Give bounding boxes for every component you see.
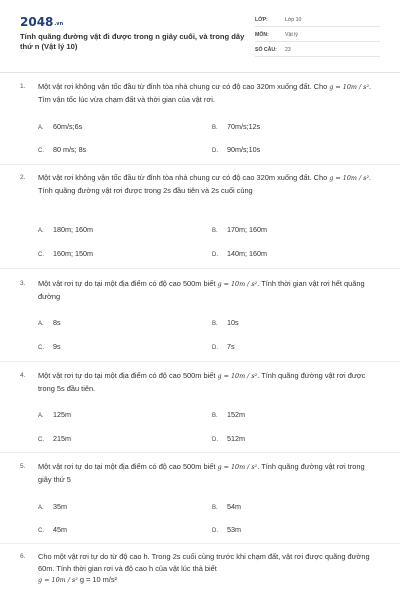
question-text-part: Một vật rơi không vận tốc đầu từ đỉnh tòa nhà chung cư có độ cao 320m xuống đất. Cho — [38, 82, 330, 91]
question-text — [38, 370, 380, 394]
question-number: 5. — [20, 463, 26, 470]
question-text-part: . Tính quãng đường vật rơi trong giây thứ 5 — [38, 462, 365, 484]
option-text: 9s — [53, 342, 61, 351]
answer-option-a[interactable] — [38, 410, 71, 419]
option-letter: C. — [38, 345, 44, 351]
question-text-part: Một vật rơi không vận tốc đầu từ đỉnh tòa nhà chung cư có độ cao 320m xuống đất. Cho — [38, 173, 330, 182]
option-letter: C. — [38, 437, 44, 443]
option-letter: C. — [38, 148, 44, 154]
option-text: 54m — [227, 502, 241, 511]
question-text-part: Cho một vật rơi tự do từ độ cao h. Trong 2s cuối cùng trước khi chạm đất, vật rơi được quãng đường 60m. Tính thời gian rơi và độ cao h của vật lúc thả biết — [38, 552, 370, 573]
question-divider — [0, 543, 400, 544]
math-formula: g = 10m / s² — [329, 174, 370, 182]
option-letter: B. — [212, 413, 218, 419]
option-letter: A. — [38, 228, 44, 234]
question-number: 1. — [20, 83, 26, 90]
answer-option-c[interactable] — [38, 434, 71, 443]
answer-option-c[interactable] — [38, 249, 93, 258]
option-text: 35m — [53, 502, 67, 511]
question-text-part: Một vật rơi tự do tại một địa điểm có độ cao 500m biết — [38, 462, 218, 471]
option-text: 90m/s;10s — [227, 145, 261, 154]
worksheet-header — [0, 0, 400, 73]
option-text: 180m; 160m — [53, 225, 93, 234]
question-text — [38, 172, 380, 196]
question-text-part: . Tính thời gian vật rơi hết quãng đường — [38, 279, 365, 301]
answer-option-b[interactable] — [212, 502, 241, 511]
question-text-part: Một vật rơi tự do tại một địa điểm có độ cao 500m biết — [38, 279, 218, 288]
question-text-part: Một vật rơi tự do tại một địa điểm có độ cao 500m biết — [38, 371, 218, 380]
meta-subject-label: MÔN: — [255, 32, 269, 38]
question-divider — [0, 164, 400, 165]
option-letter: D. — [212, 437, 218, 443]
math-formula: g = 10m / s² — [217, 372, 258, 380]
option-letter: D. — [212, 345, 218, 351]
question-text — [38, 278, 380, 302]
option-letter: D. — [212, 252, 218, 258]
option-letter: B. — [212, 321, 218, 327]
meta-count-label: SỐ CÂU: — [255, 47, 277, 53]
answer-option-a[interactable] — [38, 225, 93, 234]
answer-option-c[interactable] — [38, 342, 61, 351]
meta-class-row — [255, 14, 380, 27]
option-text: 7s — [227, 342, 235, 351]
option-letter: D. — [212, 528, 218, 534]
question-text-part: . Tìm vận tốc lúc vừa chạm đất và thời gian của vật rơi. — [38, 82, 372, 104]
option-text: 152m — [227, 410, 245, 419]
answer-option-b[interactable] — [212, 410, 245, 419]
option-text: 60m/s;6s — [53, 122, 83, 131]
question-number: 6. — [20, 553, 26, 560]
document-title: Tính quãng đường vật đi được trong n giây cuối, và trong dây thứ n (Vật lý 10) — [20, 32, 245, 51]
answer-option-b[interactable] — [212, 318, 239, 327]
meta-subject-row — [255, 29, 380, 42]
brand-logo[interactable] — [20, 15, 63, 29]
option-letter: A. — [38, 413, 44, 419]
option-text: 512m — [227, 434, 245, 443]
answer-option-d[interactable] — [212, 145, 260, 154]
brand-name: 2048 — [20, 15, 54, 29]
meta-class-value: Lớp 10 — [285, 17, 302, 23]
answer-option-d[interactable] — [212, 342, 235, 351]
option-text: 125m — [53, 410, 71, 419]
option-text: 170m; 160m — [227, 225, 267, 234]
question-number: 2. — [20, 174, 26, 181]
answer-option-b[interactable] — [212, 225, 267, 234]
answer-option-c[interactable] — [38, 145, 86, 154]
option-letter: D. — [212, 148, 218, 154]
option-letter: A. — [38, 505, 44, 511]
answer-option-a[interactable] — [38, 122, 82, 131]
meta-class-label: LỚP: — [255, 17, 268, 23]
question-text-part: . Tính quãng đường vật rơi được trong 2s đầu tiên và 2s cuối cùng — [38, 173, 372, 195]
meta-subject-value: Vật lý — [285, 32, 298, 38]
question-divider — [0, 361, 400, 362]
option-letter: C. — [38, 252, 44, 258]
option-letter: B. — [212, 228, 218, 234]
answer-option-d[interactable] — [212, 249, 267, 258]
math-formula: g = 10m / s² — [217, 463, 258, 471]
brand-suffix: .vn — [54, 21, 64, 27]
math-formula: g = 10m / s² — [38, 576, 78, 584]
meta-count-value: 23 — [285, 47, 291, 53]
option-text: 45m — [53, 525, 67, 534]
option-letter: A. — [38, 125, 44, 131]
option-letter: C. — [38, 528, 44, 534]
answer-option-b[interactable] — [212, 122, 260, 131]
answer-option-c[interactable] — [38, 525, 67, 534]
option-letter: B. — [212, 505, 218, 511]
option-text: 140m; 160m — [227, 249, 267, 258]
option-text: 80 m/s; 8s — [53, 145, 87, 154]
question-number: 3. — [20, 280, 26, 287]
question-divider — [0, 268, 400, 269]
math-formula: g = 10m / s² — [329, 83, 370, 91]
meta-count-row — [255, 44, 380, 57]
question-text — [38, 461, 380, 485]
answer-option-a[interactable] — [38, 502, 67, 511]
question-text-part: . Tính quãng đường vật rơi được trong 5s đầu tiên. — [38, 371, 366, 393]
option-letter: A. — [38, 321, 44, 327]
question-number: 4. — [20, 372, 26, 379]
option-text: 160m; 150m — [53, 249, 93, 258]
question-text — [38, 81, 380, 105]
question-text-part: g = 10 m/s² — [79, 575, 118, 584]
answer-option-d[interactable] — [212, 525, 241, 534]
option-text: 8s — [53, 318, 61, 327]
option-text: 10s — [227, 318, 239, 327]
question-divider — [0, 452, 400, 453]
question-text — [38, 551, 380, 587]
option-text: 70m/s;12s — [227, 122, 261, 131]
option-text: 53m — [227, 525, 241, 534]
option-text: 215m — [53, 434, 71, 443]
answer-option-d[interactable] — [212, 434, 245, 443]
option-letter: B. — [212, 125, 218, 131]
math-formula: g = 10m / s² — [217, 280, 258, 288]
answer-option-a[interactable] — [38, 318, 61, 327]
